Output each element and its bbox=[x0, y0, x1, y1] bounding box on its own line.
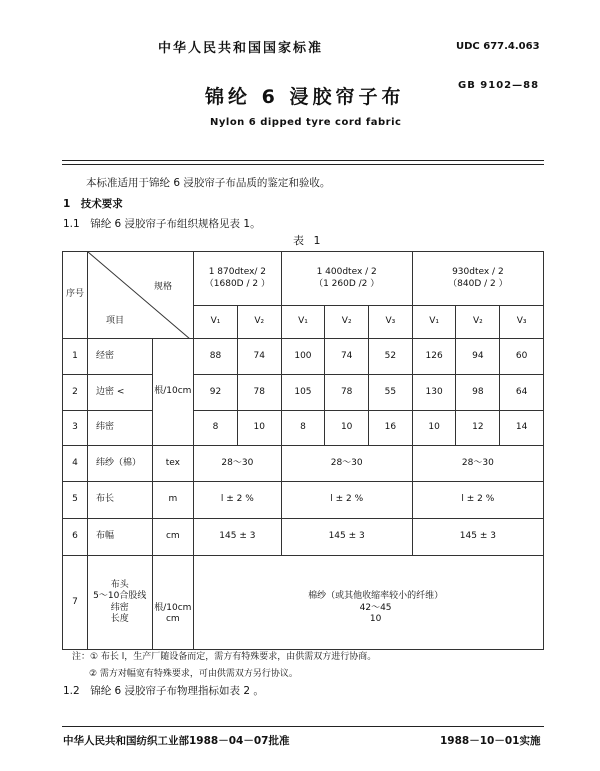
effective-date: 1988－10－01实施 bbox=[440, 735, 541, 747]
row-number: 2 bbox=[63, 375, 88, 411]
table-cell: 145 ± 3 bbox=[194, 519, 281, 556]
subcol-header: V₃ bbox=[500, 306, 544, 339]
row-number: 4 bbox=[63, 446, 88, 482]
row7-item: 5～10合股线 bbox=[93, 591, 147, 602]
table-cell: 8 bbox=[281, 411, 325, 446]
table-row bbox=[63, 556, 544, 650]
table-cell: 78 bbox=[237, 375, 281, 411]
table-row bbox=[63, 375, 544, 411]
row7-values bbox=[194, 556, 544, 650]
section-1-1-text: 1.1 锦纶 6 浸胶帘子布组织规格见表 1。 bbox=[63, 218, 261, 230]
item-header: 项目 bbox=[105, 316, 124, 326]
udc-code: UDC 677.4.063 bbox=[456, 41, 540, 52]
row7-value: 42～45 bbox=[359, 602, 392, 613]
standard-name: 中华人民共和国国家标准 bbox=[158, 41, 324, 56]
row-unit: tex bbox=[152, 446, 194, 482]
row-number: 6 bbox=[63, 519, 88, 556]
gb-number: GB 9102—88 bbox=[458, 80, 540, 91]
row7-unit: 根/10cm bbox=[154, 602, 192, 613]
table-cell: 10 bbox=[412, 411, 456, 446]
row-item: 纬纱（棉） bbox=[87, 446, 152, 482]
table-cell: 12 bbox=[456, 411, 500, 446]
table-cell: 145 ± 3 bbox=[281, 519, 412, 556]
table-row bbox=[63, 411, 544, 446]
table-row bbox=[63, 519, 544, 556]
group-930dtex bbox=[412, 252, 543, 306]
table-cell: 74 bbox=[237, 339, 281, 375]
table-cell: 55 bbox=[369, 375, 413, 411]
group-1870dtex bbox=[194, 252, 281, 306]
table-cell: 88 bbox=[194, 339, 238, 375]
issuer-text: 中华人民共和国纺织工业部1988－04－07批准 bbox=[63, 735, 290, 747]
table-row bbox=[63, 482, 544, 519]
subcol-header: V₁ bbox=[194, 306, 238, 339]
group-930dtex-line1: 930dtex / 2 bbox=[452, 267, 504, 278]
row-unit: cm bbox=[152, 519, 194, 556]
table-cell: 10 bbox=[325, 411, 369, 446]
table-cell: 60 bbox=[500, 339, 544, 375]
subcol-header: V₁ bbox=[412, 306, 456, 339]
table-cell: 28～30 bbox=[281, 446, 412, 482]
diagonal-header bbox=[87, 252, 193, 339]
table-row bbox=[63, 446, 544, 482]
table-cell: 145 ± 3 bbox=[412, 519, 543, 556]
table-row bbox=[63, 339, 544, 375]
row-item: 布长 bbox=[87, 482, 152, 519]
table-caption: 表 1 bbox=[293, 234, 324, 247]
group-1400dtex-line2: （1 260D /2 ） bbox=[314, 278, 380, 289]
row-item: 经密 bbox=[87, 339, 152, 375]
table-cell: l ± 2 % bbox=[281, 482, 412, 519]
table-cell: 74 bbox=[325, 339, 369, 375]
density-unit: 根/10cm bbox=[152, 339, 194, 446]
row7-value: 10 bbox=[369, 613, 382, 624]
table-cell: 100 bbox=[281, 339, 325, 375]
subcol-header: V₂ bbox=[237, 306, 281, 339]
table-cell: 105 bbox=[281, 375, 325, 411]
row-unit: m bbox=[152, 482, 194, 519]
subcol-header: V₃ bbox=[369, 306, 413, 339]
table-cell: 130 bbox=[412, 375, 456, 411]
spec-table bbox=[62, 251, 544, 650]
note-1: 注：① 布长 l，生产厂随设备而定，需方有特殊要求，由供需双方进行协商。 bbox=[72, 652, 377, 662]
group-930dtex-line2: （840D / 2 ） bbox=[448, 278, 508, 289]
group-1870dtex-line2: （1680D / 2 ） bbox=[204, 278, 270, 289]
title-chinese: 锦纶 6 浸胶帘子布 bbox=[205, 86, 405, 108]
footer-rule bbox=[62, 726, 544, 727]
row-number: 5 bbox=[63, 482, 88, 519]
table-cell: 126 bbox=[412, 339, 456, 375]
row7-item: 布头 bbox=[110, 580, 129, 590]
row-item: 纬密 bbox=[87, 411, 152, 446]
subcol-header: V₂ bbox=[456, 306, 500, 339]
table-cell: 28～30 bbox=[412, 446, 543, 482]
table-cell: 78 bbox=[325, 375, 369, 411]
table-cell: 8 bbox=[194, 411, 238, 446]
row7-items bbox=[87, 556, 152, 650]
subcol-header: V₁ bbox=[281, 306, 325, 339]
row7-item: 纬密 bbox=[110, 602, 129, 613]
title-english: Nylon 6 dipped tyre cord fabric bbox=[210, 117, 402, 128]
row7-item: 长度 bbox=[110, 613, 129, 624]
diagonal-line bbox=[88, 252, 190, 339]
header-rule-top bbox=[62, 160, 544, 161]
header-rule-bottom bbox=[62, 164, 544, 165]
seq-header: 序号 bbox=[63, 252, 88, 339]
spec-header: 规格 bbox=[153, 282, 172, 292]
group-1870dtex-line1: 1 870dtex/ 2 bbox=[208, 267, 267, 278]
row7-unit: cm bbox=[165, 613, 180, 624]
row7-units bbox=[152, 556, 194, 650]
row-item: 边密 < bbox=[87, 375, 152, 411]
table-cell: 92 bbox=[194, 375, 238, 411]
table-cell: 14 bbox=[500, 411, 544, 446]
intro-text: 本标准适用于锦纶 6 浸胶帘子布品质的鉴定和验收。 bbox=[86, 177, 331, 189]
table-cell: 94 bbox=[456, 339, 500, 375]
note-2: ② 需方对幅宽有特殊要求，可由供需双方另行协议。 bbox=[89, 669, 298, 679]
table-cell: 28～30 bbox=[194, 446, 281, 482]
table-cell: l ± 2 % bbox=[194, 482, 281, 519]
row-number: 7 bbox=[63, 556, 88, 650]
group-1400dtex bbox=[281, 252, 412, 306]
group-1400dtex-line1: 1 400dtex / 2 bbox=[316, 267, 377, 278]
table-cell: 52 bbox=[369, 339, 413, 375]
table-cell: 64 bbox=[500, 375, 544, 411]
table-cell: 10 bbox=[237, 411, 281, 446]
row-number: 1 bbox=[63, 339, 88, 375]
table-cell: 16 bbox=[369, 411, 413, 446]
table-cell: l ± 2 % bbox=[412, 482, 543, 519]
section-1-2-text: 1.2 锦纶 6 浸胶帘子布物理指标如表 2 。 bbox=[63, 685, 264, 697]
row-item: 布幅 bbox=[87, 519, 152, 556]
row-number: 3 bbox=[63, 411, 88, 446]
subcol-header: V₂ bbox=[325, 306, 369, 339]
row7-value: 棉纱（或其他收缩率较小的纤维） bbox=[308, 591, 444, 602]
section-1-heading: 1 技术要求 bbox=[63, 198, 123, 210]
table-cell: 98 bbox=[456, 375, 500, 411]
